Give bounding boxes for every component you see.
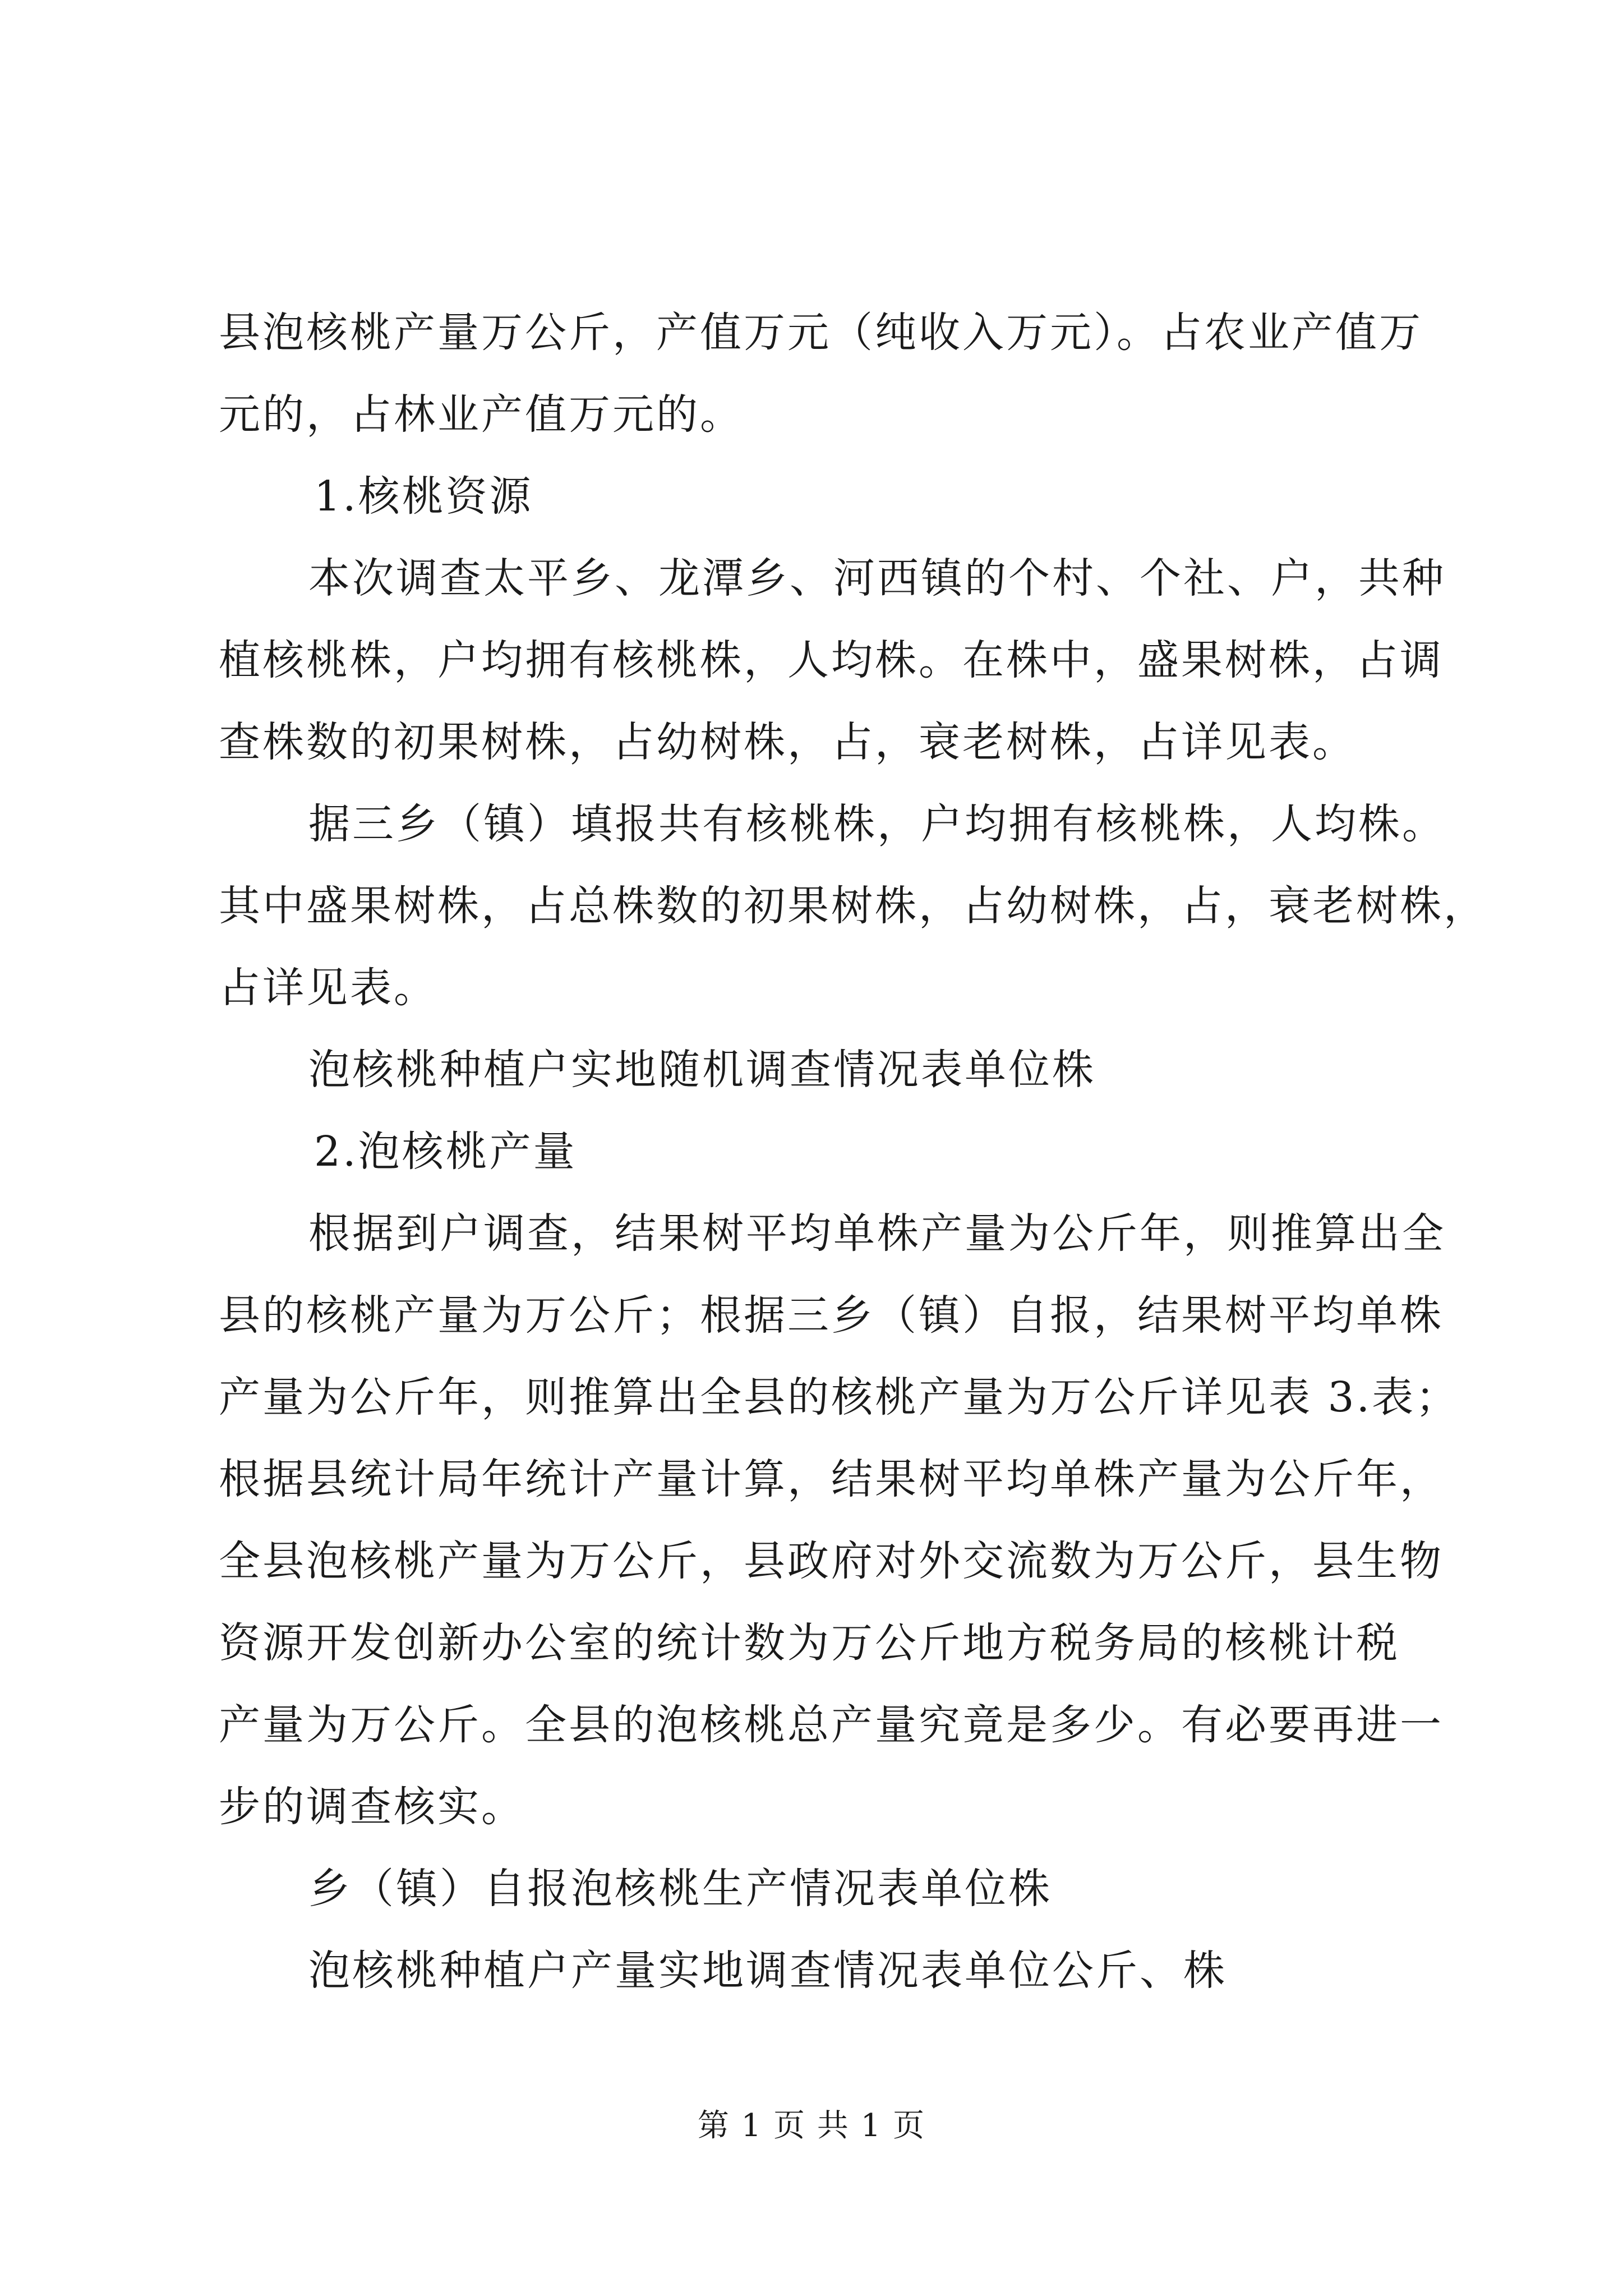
text-line: 其中盛果树株，占总株数的初果树株，占幼树株，占，衰老树株， (219, 882, 1487, 930)
heading-text: 2.泡核桃产量 (314, 1128, 577, 1176)
table-caption (219, 1029, 1424, 1111)
heading-text: 1.核桃资源 (314, 472, 533, 521)
township-report-paragraph (219, 783, 1487, 1029)
table-caption (219, 1848, 1424, 1930)
text-line: 根据到户调查，结果树平均单株产量为公斤年，则推算出全 (308, 1209, 1446, 1258)
survey-paragraph (219, 537, 1446, 783)
text-line: 县的核桃产量为万公斤；根据三乡（镇）自报，结果树平均单株 (219, 1291, 1444, 1340)
production-paragraph (219, 1193, 1460, 1848)
document-body (219, 292, 1487, 2012)
text-line: 县泡核桃产量万公斤，产值万元（纯收入万元）。占农业产值万 (219, 309, 1423, 357)
text-line: 根据县统计局年统计产量计算，结果树平均单株产量为公斤年， (219, 1455, 1444, 1503)
caption-text: 乡（镇）自报泡核桃生产情况表单位株 (308, 1865, 1052, 1913)
section-heading-walnut-resources (219, 455, 1424, 537)
text-line: 植核桃株，户均拥有核桃株，人均株。在株中，盛果树株，占调 (219, 636, 1444, 684)
text-line: 资源开发创新办公室的统计数为万公斤地方税务局的核桃计税 (219, 1619, 1400, 1667)
section-heading-walnut-production (219, 1111, 1424, 1193)
text-line: 全县泡核桃产量为万公斤，县政府对外交流数为万公斤，县生物 (219, 1537, 1444, 1585)
text-line: 本次调查太平乡、龙潭乡、河西镇的个村、个社、户，共种 (308, 554, 1446, 602)
text-line: 产量为公斤年，则推算出全县的核桃产量为万公斤详见表 3.表； (219, 1373, 1460, 1421)
page-footer (0, 2106, 1623, 2146)
text-line: 据三乡（镇）填报共有核桃株，户均拥有核桃株，人均株。 (308, 800, 1446, 848)
text-line: 元的，占林业产值万元的。 (219, 390, 744, 439)
intro-paragraph (219, 292, 1424, 455)
text-line: 步的调查核实。 (219, 1783, 525, 1831)
caption-text: 泡核桃种植户产量实地调查情况表单位公斤、株 (308, 1947, 1227, 1995)
text-line: 占详见表。 (219, 964, 437, 1012)
text-line: 查株数的初果树株，占幼树株，占，衰老树株，占详见表。 (219, 718, 1356, 766)
table-caption (219, 1930, 1424, 2012)
page-number-label: 第 1 页 共 1 页 (697, 2108, 926, 2144)
caption-text: 泡核桃种植户实地随机调查情况表单位株 (308, 1046, 1096, 1094)
text-line: 产量为万公斤。全县的泡核桃总产量究竟是多少。有必要再进一 (219, 1701, 1444, 1749)
